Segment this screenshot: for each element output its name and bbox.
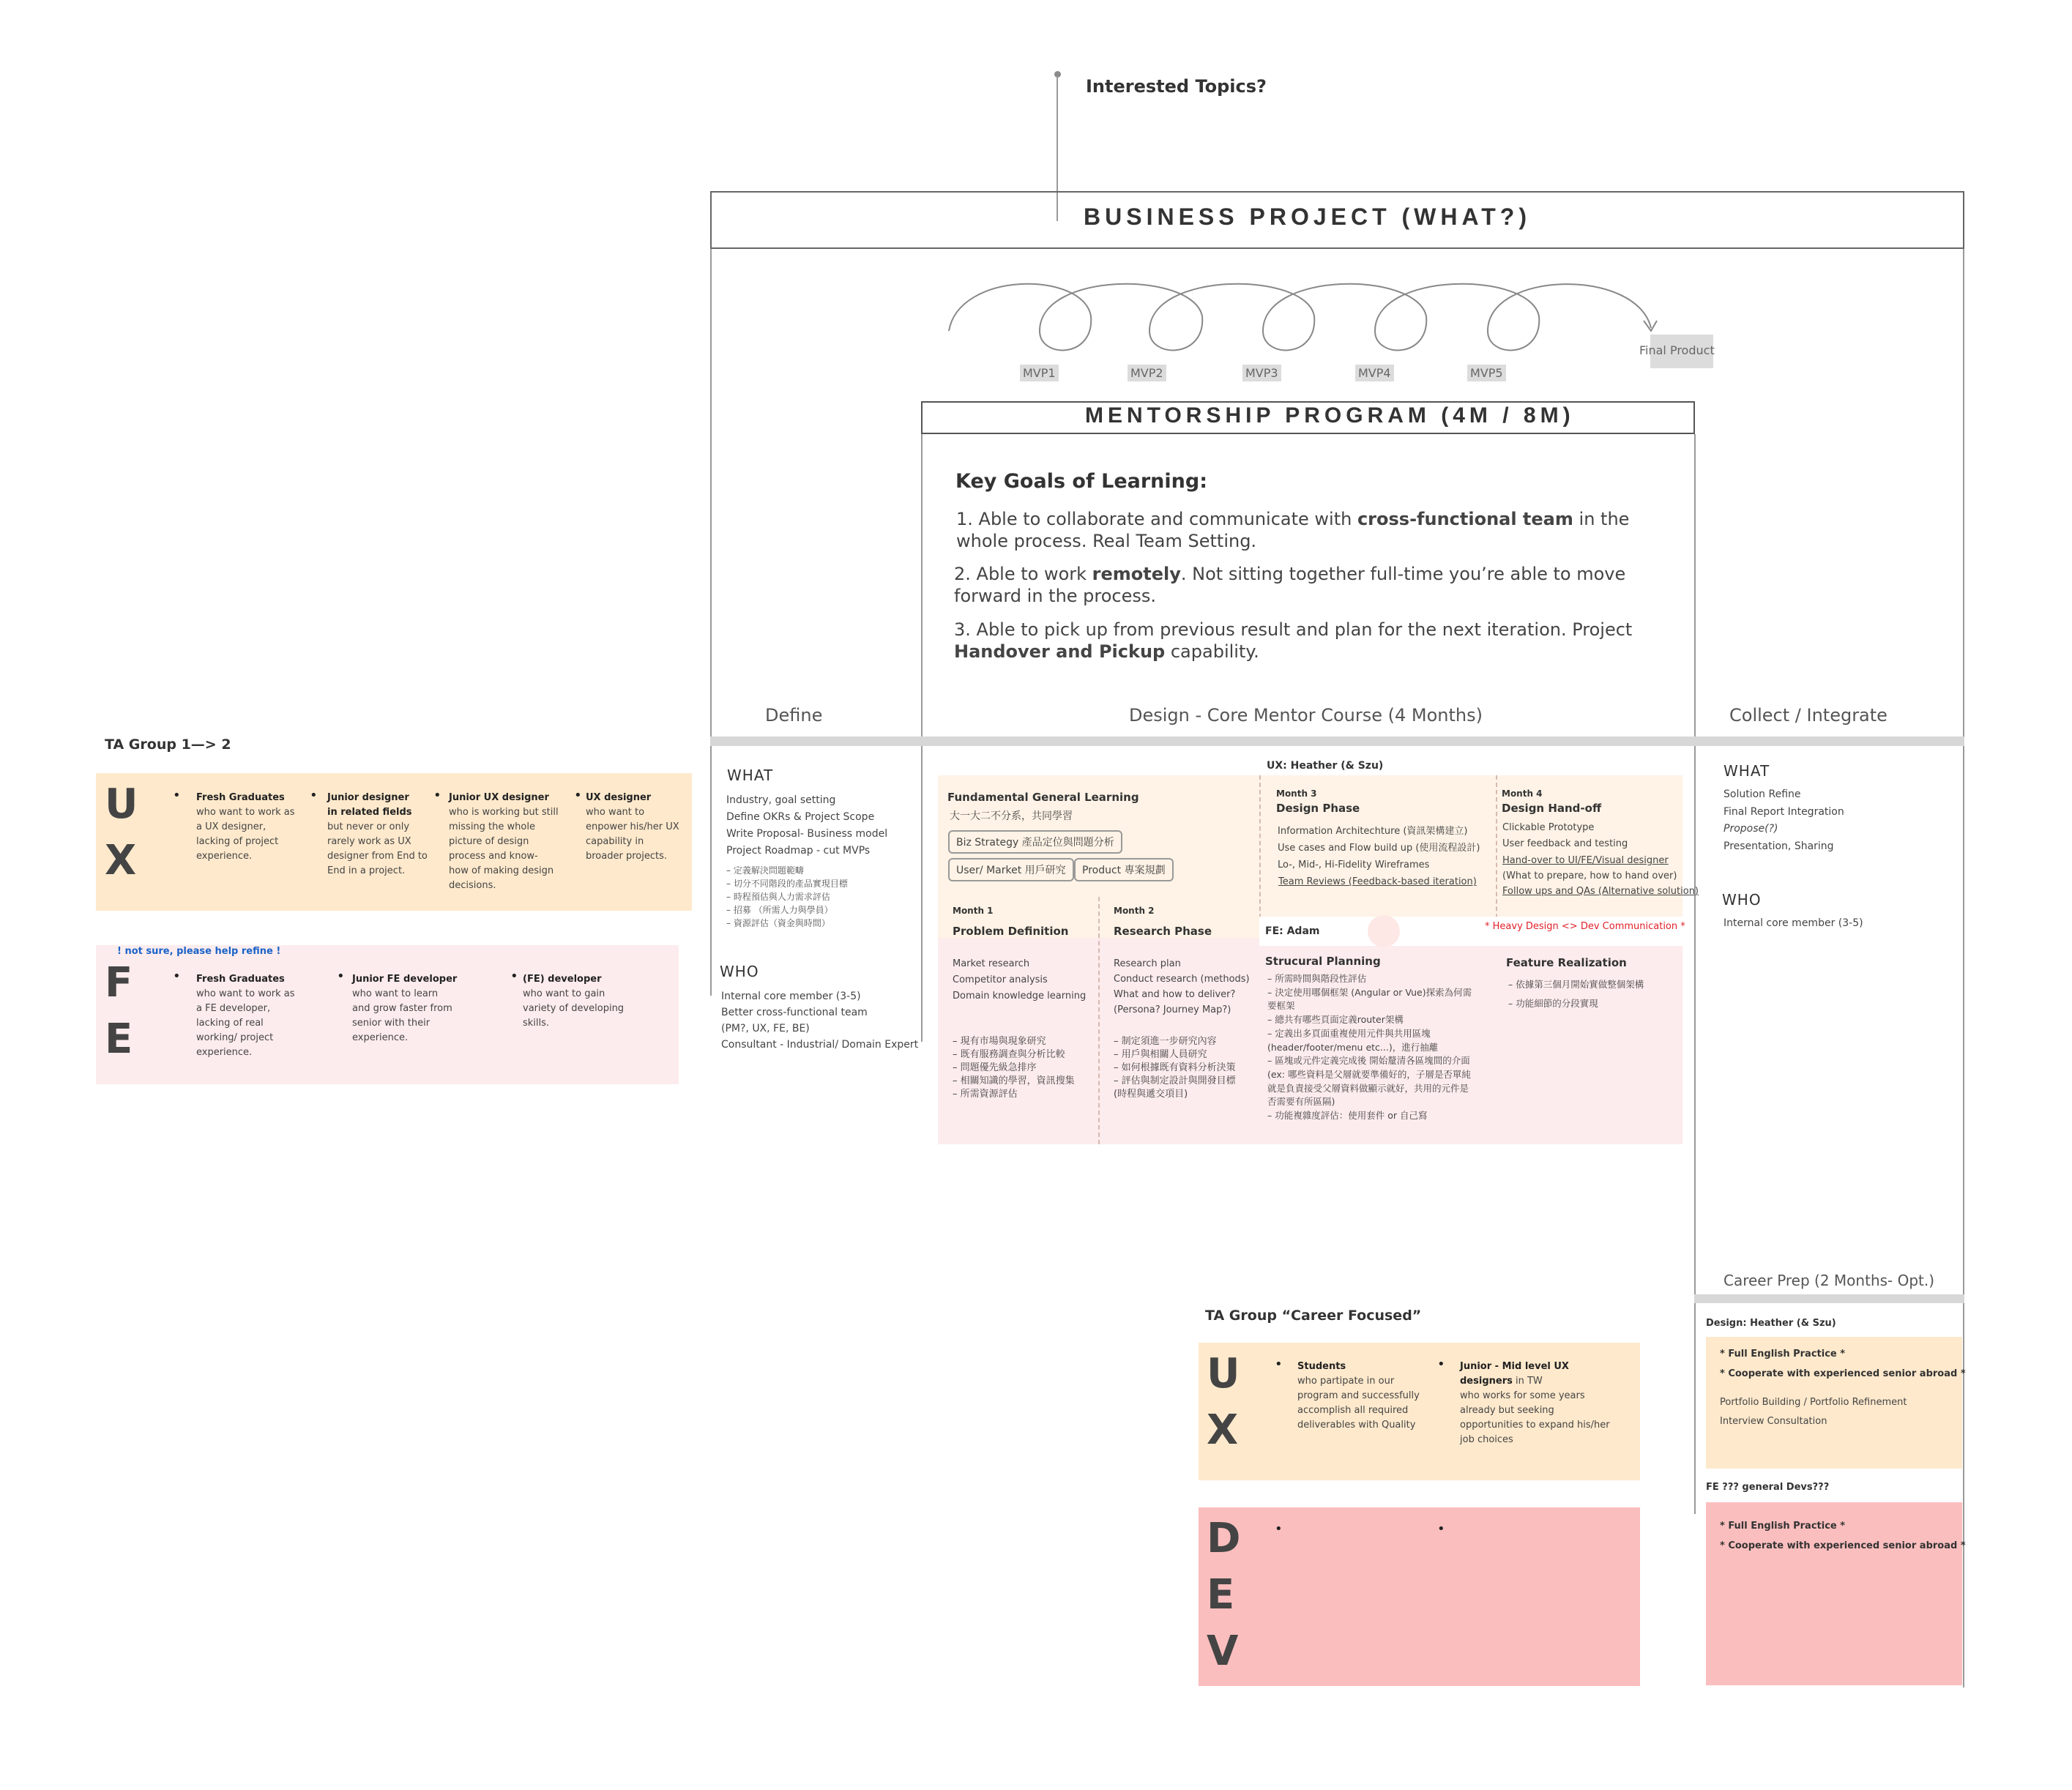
career-fe-cooperate: * Cooperate with experienced senior abroad * [1720, 1540, 1966, 1551]
item-line: who is working but still [449, 807, 559, 818]
bullet-dot: • [574, 788, 582, 803]
item-title: (FE) developer [523, 974, 602, 985]
goal-2-emphasis: remotely [1092, 564, 1181, 584]
list-item: (PM?, UX, FE, BE) [721, 1023, 810, 1034]
item-title: Junior designer [327, 792, 409, 803]
ta-fe-letter-f: F [105, 959, 133, 1007]
item-line: lacking of real [196, 1018, 264, 1029]
list-item: Better cross-functional team [721, 1007, 868, 1018]
item-suffix: in TW [1512, 1376, 1543, 1387]
bullet-dot: • [433, 788, 441, 803]
list-item: Industry, goal setting [726, 794, 836, 806]
goal-1 [956, 508, 1629, 552]
define-who-title: WHO [720, 963, 759, 980]
goal-1-text: 1. Able to collaborate and communicate with [956, 509, 1357, 529]
list-item: Propose(?) [1723, 823, 1778, 835]
list-item: 否需要有所區隔) [1267, 1096, 1335, 1108]
item-line: enpower his/her UX [586, 821, 679, 832]
mentorship-right-border [1694, 434, 1696, 1514]
ta-fe-item-3 [523, 972, 624, 1031]
chip-biz-strategy: Biz Strategy 產品定位與問題分析 [948, 830, 1122, 854]
list-item: Final Report Integration [1723, 805, 1844, 818]
item-line: decisions. [449, 880, 496, 891]
list-item: (header/footer/menu etc...)，進行抽離 [1267, 1041, 1439, 1053]
goal-1-line2: whole process. Real Team Setting. [956, 531, 1257, 551]
item-line: rarely work as UX [327, 836, 411, 847]
column-define: Define [765, 705, 823, 726]
ta-career-title: TA Group “Career Focused” [1205, 1308, 1422, 1324]
month1-zh-list [953, 1035, 1075, 1101]
goal-3-emphasis: Handover and Pickup [954, 641, 1166, 662]
career-design-title: Design: Heather (& Szu) [1706, 1318, 1836, 1329]
final-product-label: Final Product [1639, 343, 1715, 357]
list-item: Write Proposal- Business model [726, 828, 888, 840]
item-line: experience. [196, 1047, 253, 1058]
item-line: who want to work as [196, 988, 295, 999]
list-item: Project Roadmap - cut MVPs [726, 845, 871, 857]
fe-mentor-label: FE: Adam [1265, 925, 1320, 937]
ta-ux-item-3 [449, 791, 559, 893]
list-item: Consultant - Industrial/ Domain Expert [721, 1039, 919, 1051]
item-line: and grow faster from [352, 1003, 452, 1014]
item-line: program and successfully [1297, 1390, 1420, 1401]
list-item: – 資源評估（資金與時間） [726, 918, 830, 928]
item-title: Junior - Mid level UX [1460, 1361, 1569, 1372]
bullet-dot: • [310, 788, 318, 803]
item-line: experience. [196, 851, 253, 862]
ta-ux-item-4 [586, 791, 679, 864]
collect-what-title: WHAT [1723, 762, 1770, 780]
item-line: variety of developing [523, 1003, 625, 1014]
list-item: Internal core member (3-5) [721, 991, 861, 1002]
bullet-dot: • [1437, 1357, 1445, 1372]
ta-ux-letter-u: U [105, 780, 138, 828]
ta-group1-title: TA Group 1—> 2 [105, 736, 231, 753]
item-line: deliverables with Quality [1297, 1420, 1416, 1431]
heavy-communication-note: * Heavy Design <> Dev Communication * [1485, 921, 1685, 932]
goal-1-emphasis: cross-functional team [1357, 509, 1573, 529]
career-fe-title: FE ??? general Devs??? [1706, 1482, 1830, 1493]
list-item: Market research [953, 958, 1030, 969]
month3-list [1278, 823, 1480, 873]
item-title: Junior FE developer [352, 974, 458, 985]
business-project-title: BUSINESS PROJECT (WHAT?) [1084, 204, 1531, 230]
bullet-dot: • [510, 969, 518, 984]
item-line: opportunities to expand his/her [1460, 1420, 1610, 1431]
career-interview: Interview Consultation [1720, 1416, 1827, 1427]
item-line: how of making design [449, 865, 554, 876]
month3-label: Month 3 [1276, 788, 1317, 799]
list-item: – 問題優先級急排序 [953, 1062, 1037, 1073]
list-item: Information Architechture (資訊架構建立) [1278, 826, 1468, 837]
month1-list [953, 956, 1086, 1004]
list-item: Lo-, Mid-, Hi-Fidelity Wireframes [1278, 859, 1430, 870]
item-line: lacking of project [196, 836, 279, 847]
item-line: missing the whole [449, 821, 535, 832]
fundamental-zh: 大一大二不分系，共同學習 [950, 810, 1073, 822]
month4-list [1502, 820, 1628, 852]
list-item: – 切分不同階段的產品實現目標 [726, 879, 848, 889]
item-line: a UX designer, [196, 821, 267, 832]
career-english: * Full English Practice * [1720, 1349, 1846, 1360]
item-line: who want to gain [523, 988, 605, 999]
list-item: What and how to deliver? [1114, 989, 1236, 1000]
list-item: – 總共有哪些頁面定義router架構 [1267, 1014, 1404, 1026]
bullet-dot: • [1275, 1357, 1283, 1372]
item-title: Students [1297, 1361, 1346, 1372]
item-line: capability in [586, 836, 644, 847]
ta-career-letter-u: U [1207, 1350, 1240, 1398]
goal-3-tail: capability. [1165, 641, 1259, 662]
ta-fe-letter-e: E [105, 1015, 133, 1063]
handover-note: (What to prepare, how to hand over) [1502, 870, 1677, 881]
ta-ux-item-2 [327, 791, 428, 879]
ta-career-letter-d: D [1207, 1515, 1241, 1562]
month1-title: Problem Definition [953, 925, 1069, 938]
list-item: – 區塊或元件定義完成後 開始釐清各區塊間的介面 [1267, 1055, 1470, 1067]
item-title: UX designer [586, 792, 652, 803]
ta-fe-item-2 [352, 972, 457, 1045]
ta-career-dev-panel [1199, 1507, 1640, 1686]
list-item: Solution Refine [1723, 788, 1801, 800]
ta-ux-item-1 [196, 791, 295, 864]
followups-link[interactable]: Follow ups and QAs (Alternative solution) [1502, 886, 1699, 897]
interested-topics-label: Interested Topics? [1086, 76, 1267, 97]
list-item: – 定義解決問題範疇 [726, 865, 804, 876]
list-item: User feedback and testing [1502, 838, 1628, 849]
mentorship-title: MENTORSHIP PROGRAM (4M / 8M) [1085, 403, 1575, 428]
mvp3-label: MVP3 [1242, 365, 1281, 381]
fe-refine-note: ! not sure, please help refine ! [117, 946, 281, 957]
goal-2-tail: . Not sitting together full-time you’re able to move [1180, 564, 1626, 584]
list-item: – 招募 （所需人力與學員） [726, 905, 833, 915]
handover-link[interactable]: Hand-over to UI/FE/Visual designer [1502, 855, 1669, 866]
item-line: designer from End to [327, 851, 428, 862]
item-line: skills. [523, 1018, 550, 1029]
list-item: Clickable Prototype [1502, 822, 1595, 833]
career-portfolio: Portfolio Building / Portfolio Refinement [1720, 1397, 1907, 1408]
define-what-list [726, 792, 887, 859]
list-item: Presentation, Sharing [1723, 840, 1834, 852]
item-line: a FE developer, [196, 1003, 271, 1014]
feature-list [1508, 975, 1644, 1013]
item-line: but never or only [327, 821, 410, 832]
mvp4-label: MVP4 [1355, 365, 1394, 381]
list-item: 就是負責接受父層資料做顯示就好，共用的元件是 [1267, 1082, 1469, 1094]
career-prep-title: Career Prep (2 Months- Opt.) [1723, 1272, 1935, 1289]
define-who-list [721, 988, 918, 1053]
month2-zh-list [1114, 1035, 1236, 1101]
item-line: who want to learn [352, 988, 439, 999]
item-line: who want to [586, 807, 645, 818]
ta-career-junior-mid [1460, 1360, 1610, 1447]
item-line: accomplish all required [1297, 1405, 1409, 1416]
frame-right-border [1963, 249, 1964, 1688]
key-goals-title: Key Goals of Learning: [955, 470, 1207, 493]
item-line: picture of design [449, 836, 529, 847]
list-item: Research plan [1114, 958, 1181, 969]
item-line: End in a project. [327, 865, 406, 876]
list-item: – 所需時間與階段性評估 [1267, 973, 1367, 984]
list-item: (ex: 哪些資料是父層就要準備好的，子層是否單純 [1267, 1068, 1471, 1080]
item-line: job choices [1460, 1434, 1513, 1445]
item-line: senior with their [352, 1018, 431, 1029]
feature-title: Feature Realization [1506, 956, 1627, 969]
goal-2 [954, 563, 1625, 607]
collect-who-title: WHO [1722, 891, 1762, 909]
mvp5-label: MVP5 [1467, 365, 1506, 381]
list-item: Define OKRs & Project Scope [726, 811, 875, 823]
mvp1-label: MVP1 [1020, 365, 1059, 381]
list-item: Conduct research (methods) [1114, 974, 1250, 985]
chip-user-market: User/ Market 用戶研究 [948, 858, 1074, 881]
month3-title: Design Phase [1276, 802, 1360, 815]
month2-list [1114, 956, 1250, 1018]
item-line: working/ project [196, 1032, 274, 1043]
list-item: – 決定使用哪個框架 (Angular or Vue)探索為何需 [1267, 986, 1472, 998]
item-title: Fresh Graduates [196, 974, 285, 985]
item-title: Fresh Graduates [196, 792, 285, 803]
career-prep-bar [1694, 1294, 1964, 1303]
item-line: already but seeking [1460, 1405, 1554, 1416]
list-item: 要框架 [1267, 1000, 1295, 1012]
list-item: – 所需資源評估 [953, 1089, 1018, 1100]
list-item: – 功能細節的分段實現 [1508, 998, 1598, 1009]
bullet-dot: • [337, 969, 345, 984]
list-item: – 如何根據既有資料分析決策 [1114, 1062, 1236, 1073]
month2-label: Month 2 [1114, 906, 1155, 916]
item-title: designers [1460, 1376, 1513, 1387]
ux-mentor-label: UX: Heather (& Szu) [1267, 760, 1384, 772]
collect-who-item: Internal core member (3-5) [1723, 917, 1863, 929]
fundamental-title: Fundamental General Learning [947, 791, 1139, 804]
item-line: who want to work as [196, 807, 295, 818]
item-line: process and know- [449, 851, 538, 862]
define-what-zh-list [726, 864, 848, 930]
list-item: – 既有服務調查與分析比較 [953, 1049, 1065, 1060]
goal-2-line2: forward in the process. [954, 586, 1157, 606]
ta-ux-letter-x: X [105, 837, 137, 884]
month4-label: Month 4 [1502, 788, 1543, 799]
item-line: who partipate in our [1297, 1376, 1395, 1387]
bullet-dot: • [173, 788, 181, 803]
bullet-dot: • [1437, 1521, 1445, 1537]
goal-3-text: 3. Able to pick up from previous result and plan for the next iteration. Project [954, 619, 1633, 640]
frame-left-border [710, 249, 712, 996]
career-fe-english: * Full English Practice * [1720, 1521, 1846, 1532]
list-item: – 制定須進一步研究內容 [1114, 1036, 1217, 1047]
item-line: experience. [352, 1032, 409, 1043]
mvp2-label: MVP2 [1128, 365, 1166, 381]
list-item: Domain knowledge learning [953, 991, 1087, 1002]
column-design: Design - Core Mentor Course (4 Months) [1129, 705, 1483, 726]
list-item: (時程與遞交項目) [1114, 1089, 1188, 1100]
goal-1-tail: in the [1573, 509, 1630, 529]
list-item: – 相關知識的學習，資訊搜集 [953, 1075, 1075, 1086]
fe-circle-marker [1368, 915, 1400, 947]
month1-label: Month 1 [953, 906, 994, 916]
item-line: who works for some years [1460, 1390, 1585, 1401]
item-title: Junior UX designer [449, 792, 549, 803]
column-collect: Collect / Integrate [1729, 705, 1887, 726]
list-item: – 評估與制定設計與開發目標 [1114, 1075, 1236, 1086]
list-item: – 現有市場與現象研究 [953, 1036, 1046, 1047]
column-divider-bar [710, 736, 1964, 746]
item-line [1460, 1374, 1610, 1389]
list-item: – 用戶與相關人員研究 [1114, 1049, 1207, 1060]
structural-list [1267, 972, 1472, 1123]
list-item: Competitor analysis [953, 974, 1048, 985]
bullet-dot: • [1275, 1521, 1283, 1537]
item-line: broader projects. [586, 851, 667, 862]
goal-3 [954, 619, 1632, 663]
career-cooperate: * Cooperate with experienced senior abroad * [1720, 1368, 1966, 1379]
list-item: – 時程預估與人力需求評估 [726, 892, 830, 902]
ta-fe-item-1 [196, 972, 295, 1060]
define-what-title: WHAT [727, 767, 774, 784]
divider-month1-month2 [1098, 897, 1100, 1144]
list-item: – 功能複雜度評估：使用套件 or 自己寫 [1267, 1110, 1428, 1122]
month4-title: Design Hand-off [1502, 802, 1602, 815]
list-item: – 依據第三個月開始實做整個架構 [1508, 979, 1644, 990]
list-item: – 定義出多頁面重複使用元件與共用區塊 [1267, 1027, 1431, 1039]
ta-career-letter-v: V [1207, 1627, 1239, 1675]
ta-career-students [1297, 1360, 1420, 1433]
bullet-dot: • [173, 969, 181, 984]
goal-2-text: 2. Able to work [954, 564, 1092, 584]
month2-title: Research Phase [1114, 925, 1212, 938]
structural-title: Strucural Planning [1265, 955, 1381, 968]
ta-career-letter-e: E [1207, 1571, 1235, 1619]
list-item: (Persona? Journey Map?) [1114, 1004, 1231, 1015]
ta-career-letter-x: X [1207, 1406, 1239, 1454]
item-title: in related fields [327, 807, 412, 818]
collect-what-list [1723, 786, 1844, 855]
team-reviews-link[interactable]: Team Reviews (Feedback-based iteration) [1278, 876, 1477, 887]
list-item: Use cases and Flow build up (使用流程設計) [1278, 843, 1480, 854]
chip-product: Product 專案規劃 [1074, 858, 1174, 881]
